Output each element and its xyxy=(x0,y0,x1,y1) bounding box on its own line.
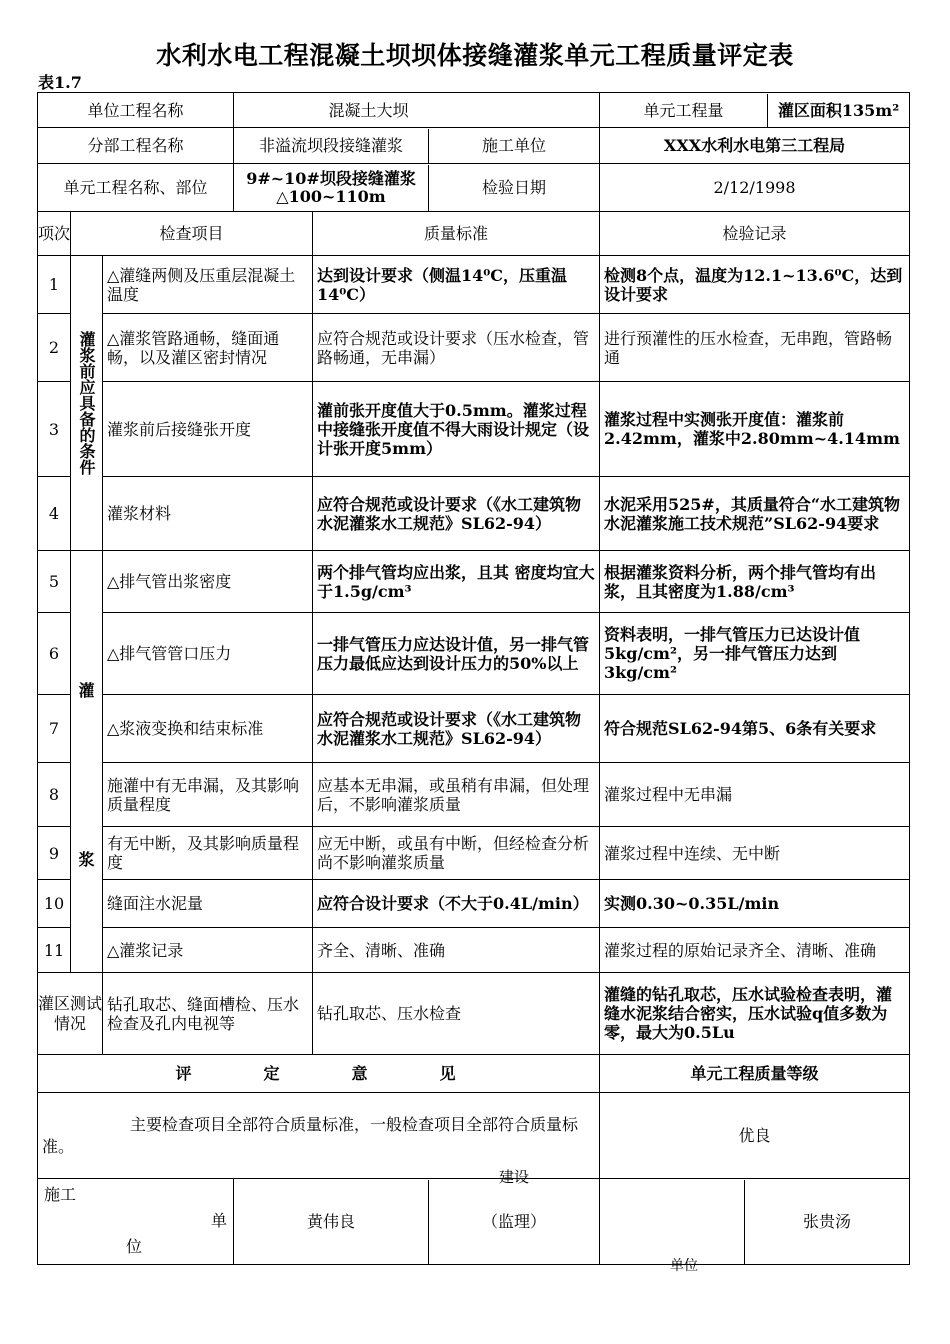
page-title: 水利水电工程混凝土坝坝体接缝灌浆单元工程质量评定表 xyxy=(156,41,794,70)
row-record: 检测8个点，温度为12.1~13.6⁰C，达到设计要求 xyxy=(600,256,910,314)
group-during-top: 灌 xyxy=(78,681,95,700)
test-standard: 钻孔取芯、压水检查 xyxy=(313,973,600,1055)
division-value: 非溢流坝段接缝灌浆 xyxy=(234,129,429,163)
row-standard: 达到设计要求（侧温14⁰C，压重温14⁰C） xyxy=(313,256,600,314)
col-standard-header: 质量标准 xyxy=(313,212,600,256)
supervisor-label-mid: （监理） xyxy=(482,1211,547,1231)
row-standard: 灌前张开度值大于0.5mm。灌浆过程中接缝张开度值不得大雨设计规定（设计张开度5mm） xyxy=(313,382,600,477)
quantity-cell xyxy=(600,93,910,128)
col-item-header: 检查项目 xyxy=(71,212,313,256)
row-record: 灌浆过程中无串漏 xyxy=(600,763,910,827)
unit-project-value-text: 混凝土大坝 xyxy=(328,100,409,120)
row-record: 符合规范SL62-94第5、6条有关要求 xyxy=(600,695,910,763)
contractor-sign-label-2: 单 xyxy=(211,1211,228,1230)
row-standard: 应无中断，或虽有中断，但经检查分析尚不影响灌浆质量 xyxy=(313,827,600,880)
row-item: 灌浆材料 xyxy=(103,477,313,551)
supervisor-sign-name: 张贵汤 xyxy=(803,1212,852,1231)
contractor-label: 施工单位 xyxy=(482,136,547,155)
row-record: 进行预灌性的压水检查，无串跑，管路畅通 xyxy=(600,314,910,382)
group-before-text: 灌浆前应具备的条件 xyxy=(77,331,96,475)
row-record: 灌浆过程的原始记录齐全、清晰、准确 xyxy=(600,928,910,973)
contractor-sign-label xyxy=(38,1179,234,1265)
supervisor-label-top: 建设 xyxy=(499,1167,530,1186)
row-record: 灌浆过程中实测张开度值：灌浆前2.42mm，灌浆中2.80mm~4.14mm xyxy=(600,382,910,477)
row-no: 11 xyxy=(38,928,71,973)
row-standard: 应符合规范或设计要求（压水检查，管路畅通，无串漏） xyxy=(313,314,600,382)
row-record: 资料表明，一排气管压力已达设计值5kg/cm²，另一排气管压力达到3kg/cm² xyxy=(600,613,910,695)
row-item: △排气管管口压力 xyxy=(103,613,313,695)
row-no: 3 xyxy=(38,382,71,477)
row-record: 根据灌浆资料分析，两个排气管均有出浆，且其密度为1.88/cm³ xyxy=(600,551,910,613)
contractor-sign-label-1: 施工 xyxy=(44,1185,77,1204)
col-no-header: 项次 xyxy=(38,212,71,256)
test-item: 钻孔取芯、缝面槽检、压水检查及孔内电视等 xyxy=(103,973,313,1055)
row-no: 7 xyxy=(38,695,71,763)
element-value: 9#~10#坝段接缝灌浆△100~110m xyxy=(234,165,429,211)
row-standard: 应符合规范或设计要求（《水工建筑物水泥灌浆水工规范》SL62-94） xyxy=(313,477,600,551)
group-during-label xyxy=(71,551,103,973)
row-item: △浆液变换和结束标准 xyxy=(103,695,313,763)
date-value: 2/12/1998 xyxy=(600,164,910,212)
row-item: 施灌中有无串漏，及其影响质量程度 xyxy=(103,763,313,827)
row-item: △灌缝两侧及压重层混凝土温度 xyxy=(103,256,313,314)
row-no: 4 xyxy=(38,477,71,551)
row-item: △排气管出浆密度 xyxy=(103,551,313,613)
row-item: △灌浆记录 xyxy=(103,928,313,973)
date-label: 检验日期 xyxy=(482,178,547,197)
row-item: △灌浆管路通畅，缝面通畅，以及灌区密封情况 xyxy=(103,314,313,382)
quantity-value: 灌区面积135m² xyxy=(777,100,900,120)
opinion-header: 评定意见 xyxy=(38,1055,600,1093)
row-no: 5 xyxy=(38,551,71,613)
test-record: 灌缝的钻孔取芯，压水试验检查表明，灌缝水泥浆结合密实，压水试验q值多数为零，最大为0.5Lu xyxy=(600,973,910,1055)
row-no: 9 xyxy=(38,827,71,880)
unit-project-value xyxy=(234,93,600,128)
grade-header: 单元工程质量等级 xyxy=(600,1055,910,1093)
contractor-sign-name: 黄伟良 xyxy=(234,1180,429,1264)
unit-project-label: 单位工程名称 xyxy=(38,93,234,128)
row-standard: 应符合规范或设计要求（《水工建筑物水泥灌浆水工规范》SL62-94） xyxy=(313,695,600,763)
row-standard: 一排气管压力应达设计值，另一排气管压力最低应达到设计压力的50%以上 xyxy=(313,613,600,695)
row-no: 2 xyxy=(38,314,71,382)
row-standard: 应基本无串漏，或虽稍有串漏，但处理后，不影响灌浆质量 xyxy=(313,763,600,827)
contractor-value: XXX水利水电第三工程局 xyxy=(600,128,910,164)
grade-value: 优良 xyxy=(600,1093,910,1179)
quantity-label: 单元工程量 xyxy=(600,94,768,127)
row-standard: 应符合设计要求（不大于0.4L/min） xyxy=(313,880,600,928)
row-no: 1 xyxy=(38,256,71,314)
row-item: 缝面注水泥量 xyxy=(103,880,313,928)
col-record-header: 检验记录 xyxy=(600,212,910,256)
row-item: 灌浆前后接缝张开度 xyxy=(103,382,313,477)
row-standard: 两个排气管均应出浆，且其 密度均宜大于1.5g/cm³ xyxy=(313,551,600,613)
group-before-label xyxy=(71,256,103,551)
supervisor-label-bottom: 单位 xyxy=(670,1257,699,1274)
quality-assessment-table xyxy=(37,92,910,1274)
row-no: 8 xyxy=(38,763,71,827)
contractor-sign-label-3: 位 xyxy=(126,1237,143,1256)
opinion-text: 主要检查项目全部符合质量标准，一般检查项目全部符合质量标准。 xyxy=(38,1093,600,1179)
division-label: 分部工程名称 xyxy=(38,128,234,164)
row-record: 灌浆过程中连续、无中断 xyxy=(600,827,910,880)
row-no: 10 xyxy=(38,880,71,928)
row-record: 实测0.30~0.35L/min xyxy=(600,880,910,928)
row-standard: 齐全、清晰、准确 xyxy=(313,928,600,973)
table-number: 表1.7 xyxy=(38,73,82,92)
row-item: 有无中断，及其影响质量程度 xyxy=(103,827,313,880)
element-label: 单元工程名称、部位 xyxy=(38,164,234,212)
group-during-bottom: 浆 xyxy=(78,850,95,869)
row-record: 水泥采用525#，其质量符合“水工建筑物水泥灌浆施工技术规范”SL62-94要求 xyxy=(600,477,910,551)
row-no: 6 xyxy=(38,613,71,695)
group-test-label: 灌区测试情况 xyxy=(38,973,103,1055)
